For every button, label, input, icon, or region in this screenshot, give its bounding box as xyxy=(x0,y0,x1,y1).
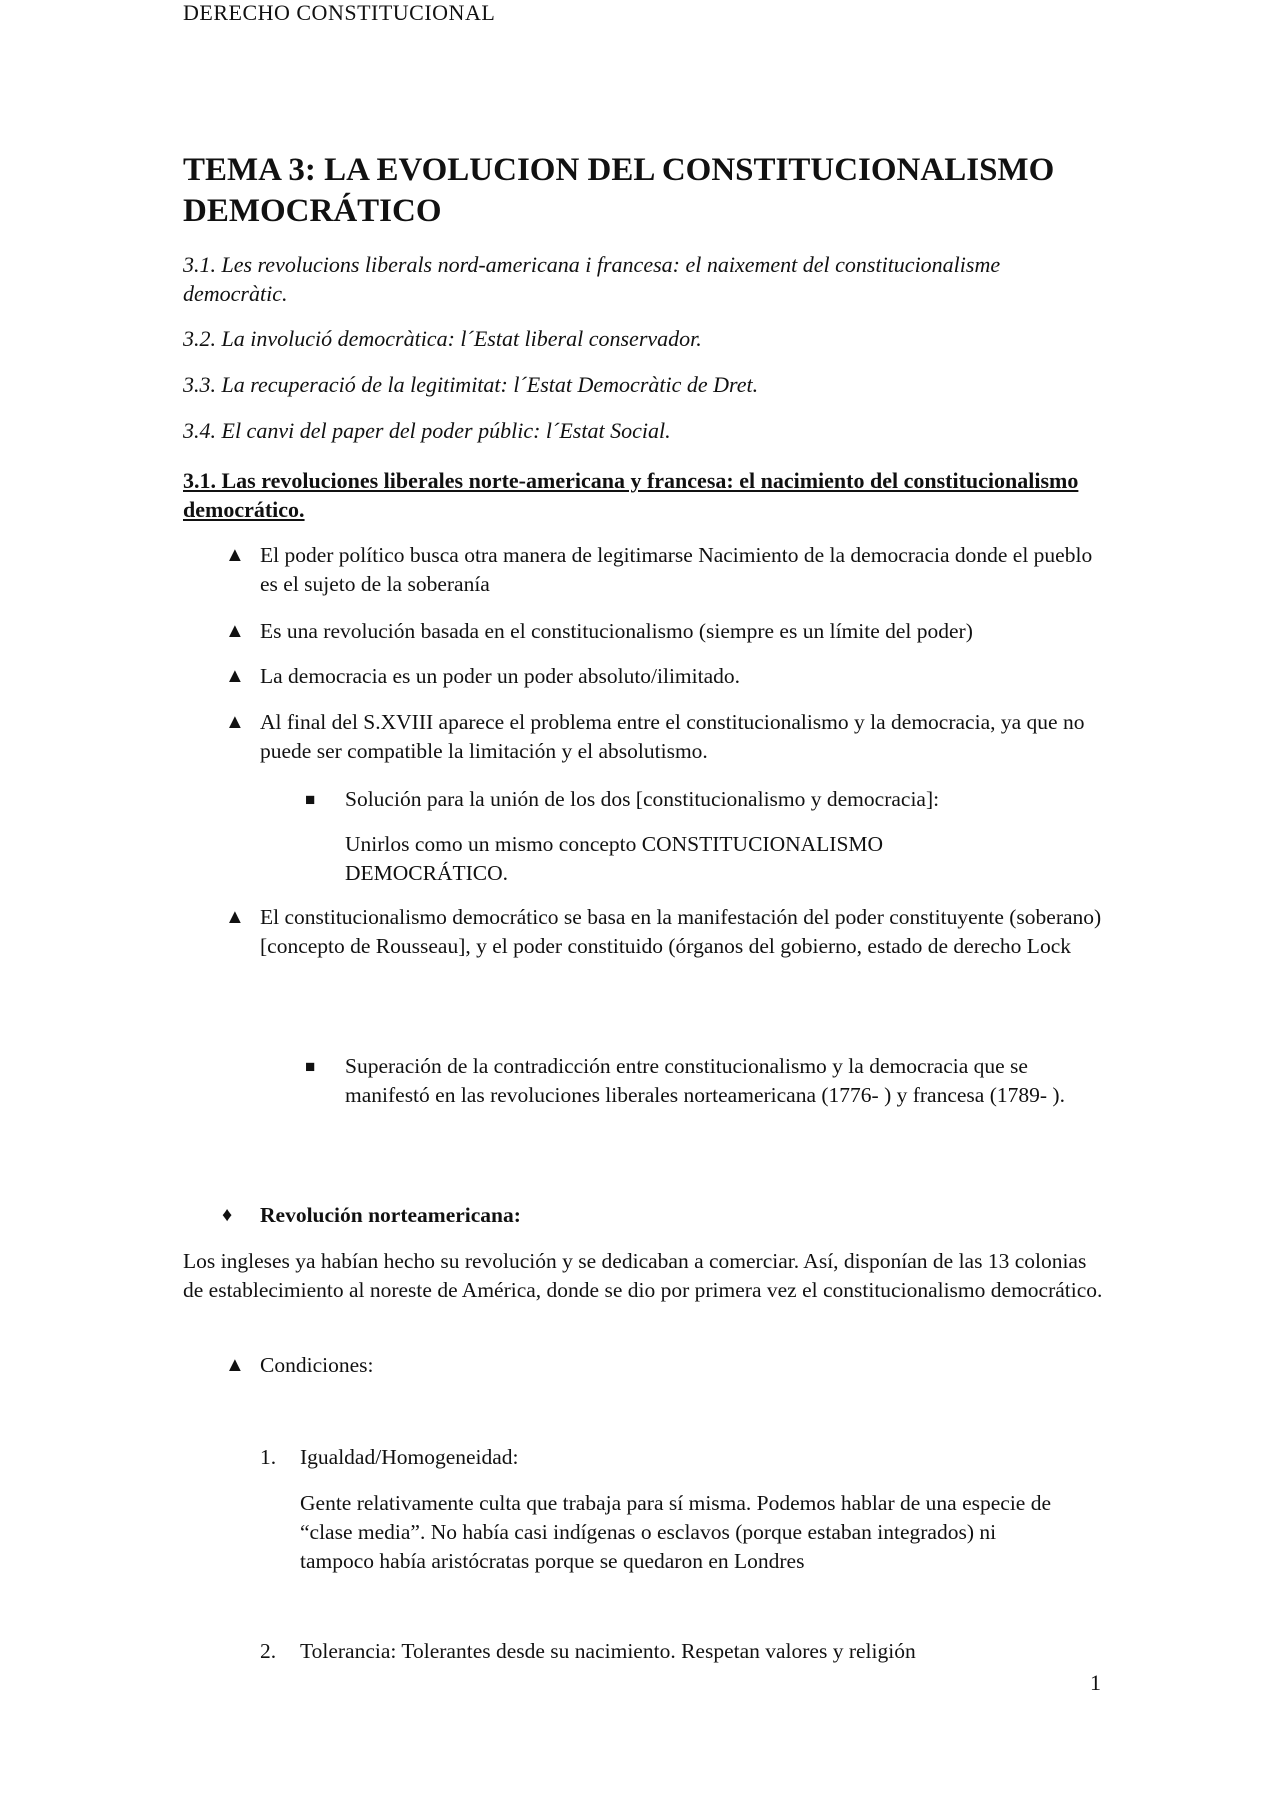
condition-text: Gente relativamente culta que trabaja para sí misma. Podemos hablar de una especie de “clase media”. No había casi indígenas o esclavos (porque estaban integrados) ni tampoco había aristócratas porque se quedaron en Londres xyxy=(300,1491,1051,1573)
condition-title: Tolerancia: Tolerantes desde su nacimiento. Respetan valores y religión xyxy=(300,1639,916,1663)
triangle-bullet-icon: ▲ xyxy=(225,906,245,928)
solution-text: Unirlos como un mismo concepto CONSTITUCIONALISMO DEMOCRÁTICO. xyxy=(345,832,884,885)
triangle-bullet-icon: ▲ xyxy=(225,620,245,642)
list-item: Al final del S.XVIII aparece el problema entre el constitucionalismo y la democracia, ya que no puede ser compatible la limitación y el absolutismo. xyxy=(260,710,1085,763)
diamond-bullet-icon: ♦ xyxy=(222,1204,233,1226)
condition-title: Igualdad/Homogeneidad: xyxy=(300,1445,519,1469)
list-number: 2. xyxy=(260,1639,277,1663)
document-title: TEMA 3: LA EVOLUCION DEL CONSTITUCIONALISMO DEMOCRÁTICO xyxy=(183,152,1055,229)
triangle-bullet-icon: ▲ xyxy=(225,665,245,687)
square-bullet-icon: ■ xyxy=(305,1057,316,1076)
triangle-bullet-icon: ▲ xyxy=(225,1354,245,1376)
section-heading: 3.1. Las revoluciones liberales norte-americana y francesa: el nacimiento del constitucionalismo democrático. xyxy=(183,468,1079,522)
superacion-text: Superación de la contradicción entre constitucionalismo y la democracia que se manifestó en las revoluciones liberales norteamericana (1776- ) y francesa (1789- ). xyxy=(345,1054,1065,1107)
list-item: Es una revolución basada en el constitucionalismo (siempre es un límite del poder) xyxy=(260,619,973,643)
conditions-label: Condiciones: xyxy=(260,1353,374,1377)
square-bullet-icon: ■ xyxy=(305,790,316,809)
revolucion-heading: Revolución norteamericana: xyxy=(260,1203,521,1227)
running-header: DERECHO CONSTITUCIONAL xyxy=(183,0,496,25)
revolucion-intro: Los ingleses ya habían hecho su revolución y se dedicaban a comerciar. Así, disponían de las 13 colonias de establecimiento al noreste de América, donde se dio por primera vez el constitucionalismo democrático. xyxy=(183,1249,1103,1302)
triangle-bullet-icon: ▲ xyxy=(225,544,245,566)
solution-label: Solución para la unión de los dos [constitucionalismo y democracia]: xyxy=(345,787,940,811)
list-item: El constitucionalismo democrático se basa en la manifestación del poder constituyente (soberano) [concepto de Rousseau], y el poder constituido (órganos del gobierno, estado de derecho Lock xyxy=(260,905,1102,958)
triangle-bullet-icon: ▲ xyxy=(225,711,245,733)
toc-item-3-3: 3.3. La recuperació de la legitimitat: l´Estat Democràtic de Dret. xyxy=(183,372,759,397)
toc-item-3-4: 3.4. El canvi del paper del poder públic: l´Estat Social. xyxy=(183,418,671,443)
list-item: La democracia es un poder un poder absoluto/ilimitado. xyxy=(260,664,741,688)
toc-item-3-1: 3.1. Les revolucions liberals nord-americana i francesa: el naixement del constitucionalisme democràtic. xyxy=(183,252,1001,306)
list-number: 1. xyxy=(260,1445,277,1469)
list-item: El poder político busca otra manera de legitimarse Nacimiento de la democracia donde el pueblo es el sujeto de la soberanía xyxy=(260,543,1093,596)
page-number: 1 xyxy=(1090,1670,1101,1695)
toc-item-3-2: 3.2. La involució democràtica: l´Estat liberal conservador. xyxy=(183,326,702,351)
